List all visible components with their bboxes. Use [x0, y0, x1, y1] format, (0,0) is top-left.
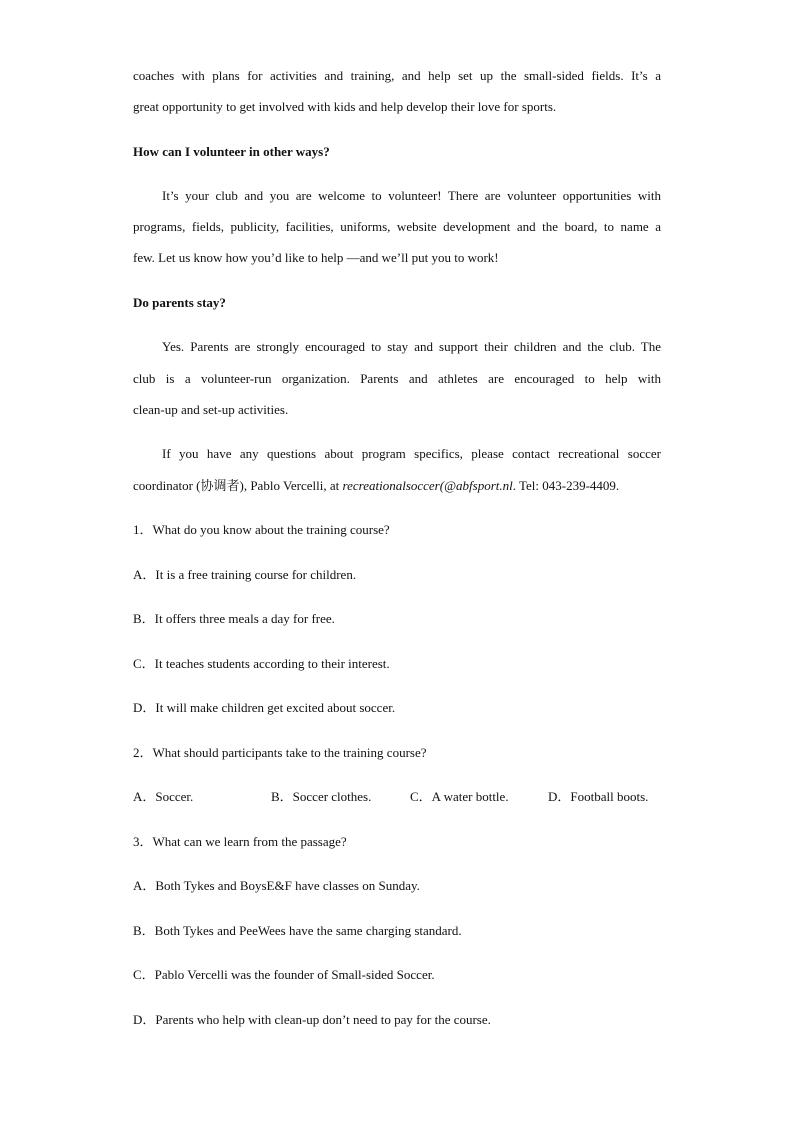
question-1-option-d: D．It will make children get excited about soccer.	[133, 700, 396, 715]
question-3-option-a: A．Both Tykes and BoysE&F have classes on Sunday.	[133, 878, 420, 893]
question-1-option-b: B．It offers three meals a day for free.	[133, 611, 335, 626]
question-1-stem: 1．What do you know about the training course?	[133, 522, 390, 537]
question-3-stem: 3．What can we learn from the passage?	[133, 834, 347, 849]
contact-text: coordinator (协调者), Pablo Vercelli, at	[133, 478, 343, 493]
passage-p1-line1: coaches with plans for activities and training, and help set up the small-sided fields. It’s a	[133, 68, 661, 83]
question-3-option-d: D．Parents who help with clean-up don’t need to pay for the course.	[133, 1012, 491, 1027]
question-2-option-b: B．Soccer clothes.	[271, 789, 372, 804]
passage-p3-line1: Yes. Parents are strongly encouraged to stay and support their children and the club. The	[162, 339, 661, 354]
question-3-option-b: B．Both Tykes and PeeWees have the same charging standard.	[133, 923, 462, 938]
heading-parents: Do parents stay?	[133, 295, 226, 310]
contact-email: recreationalsoccer(@abfsport.nl	[342, 478, 513, 493]
contact-phone: . Tel: 043-239-4409.	[512, 478, 620, 493]
passage-p2-line3: few. Let us know how you’d like to help —and we’ll put you to work!	[133, 250, 499, 265]
passage-p3-line2: club is a volunteer-run organization. Parents and athletes are encouraged to help with	[133, 371, 661, 386]
passage-p4-line1: If you have any questions about program specifics, please contact recreational soccer	[162, 446, 661, 461]
question-2-stem: 2．What should participants take to the training course?	[133, 745, 427, 760]
passage-p3-line3: clean-up and set-up activities.	[133, 402, 289, 417]
passage-p1-line2: great opportunity to get involved with kids and help develop their love for sports.	[133, 99, 557, 114]
question-2-option-c: C．A water bottle.	[410, 789, 509, 804]
heading-volunteer: How can I volunteer in other ways?	[133, 144, 330, 159]
question-1-option-c: C．It teaches students according to their interest.	[133, 656, 390, 671]
question-2-option-d: D．Football boots.	[548, 789, 649, 804]
question-3-option-c: C．Pablo Vercelli was the founder of Small-sided Soccer.	[133, 967, 435, 982]
question-2-option-a: A．Soccer.	[133, 789, 194, 804]
passage-p2-line2: programs, fields, publicity, facilities, uniforms, website development and the board, to name a	[133, 219, 661, 234]
passage-p4-line2	[133, 478, 661, 494]
question-1-option-a: A．It is a free training course for children.	[133, 567, 357, 582]
passage-p2-line1: It’s your club and you are welcome to volunteer! There are volunteer opportunities with	[162, 188, 661, 203]
